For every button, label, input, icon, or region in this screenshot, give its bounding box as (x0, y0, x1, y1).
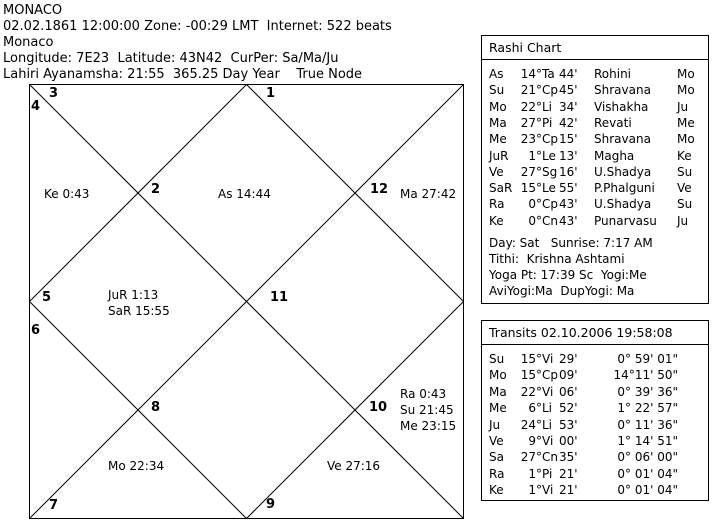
transit-speed: 1° 14' 51" (617, 434, 678, 448)
rashi-minute: 45' (559, 83, 578, 98)
transit-planet: Su (489, 352, 505, 366)
transit-sign: Pi (542, 466, 553, 481)
rashi-planet: Ma (489, 115, 507, 130)
rashi-planet: Mo (489, 99, 507, 114)
transit-speed: 0° 06' 00" (617, 450, 678, 465)
house-number-7: 7 (49, 498, 59, 513)
rashi-row (482, 165, 706, 180)
rashi-nakshatra-lord: Su (677, 164, 693, 179)
rashi-planet: Ke (489, 213, 504, 228)
transit-planet: Ma (489, 384, 507, 399)
transit-sign: Li (542, 417, 553, 432)
rashi-row (482, 83, 706, 98)
rashi-degree: 27° (520, 115, 542, 130)
transit-sign: Vi (542, 352, 554, 366)
rashi-minute: 15' (559, 132, 578, 147)
coordinates: Longitude: 7E23 Latitude: 43N42 CurPer: Sa/Ma/Ju (3, 51, 339, 66)
transit-degree: 1° (528, 483, 542, 498)
rashi-row (482, 116, 706, 131)
rashi-planet: As (489, 67, 504, 81)
transit-degree: 6° (528, 401, 542, 416)
rashi-row (482, 100, 706, 115)
tithi: Tithi: Krishna Ashtami (489, 252, 625, 266)
rashi-nakshatra-lord: Mo (677, 67, 695, 81)
rashi-degree: 14° (520, 67, 542, 81)
transit-degree: 15° (520, 352, 542, 366)
rashi-nakshatra: Shravana (594, 83, 651, 98)
rashi-nakshatra: Vishakha (594, 99, 649, 114)
rashi-minute: 43' (559, 213, 578, 228)
rashi-row (482, 214, 706, 229)
rashi-sign: Pi (542, 115, 553, 130)
house-number-5: 5 (42, 290, 52, 305)
transit-speed: 0° 01' 04" (617, 483, 678, 498)
transit-planet: Sa (489, 450, 504, 465)
rashi-degree: 23° (520, 132, 542, 147)
rashi-nakshatra: P.Phalguni (594, 181, 655, 196)
transit-minute: 00' (559, 434, 578, 448)
rashi-nakshatra: U.Shadya (594, 164, 652, 179)
house-number-10: 10 (369, 400, 388, 415)
house-9-planets: Ve 27:16 (327, 459, 381, 473)
transit-degree: 27° (520, 450, 542, 465)
rashi-degree: 21° (520, 83, 542, 98)
rashi-sign: Sg (542, 164, 558, 179)
transit-planet: Ke (489, 483, 504, 498)
yoga-point: Yoga Pt: 17:39 Sc Yogi:Me (489, 268, 647, 282)
house-number-9: 9 (266, 497, 276, 512)
rashi-minute: 13' (559, 148, 578, 163)
house-number-1: 1 (266, 86, 276, 101)
transit-row (482, 352, 706, 367)
house-12-planets: Ma 27:42 (400, 187, 457, 201)
ayanamsha: Lahiri Ayanamsha: 21:55 365.25 Day Year True Node (3, 67, 363, 82)
rashi-row (482, 132, 706, 147)
rashi-sign: Cn (542, 213, 558, 228)
transit-speed: 0° 39' 36" (617, 384, 678, 399)
transits-table-box (481, 344, 709, 501)
rashi-table-box (481, 59, 709, 304)
avayogi: AviYogi:Ma DupYogi: Ma (489, 284, 635, 298)
rashi-sign: Cp (542, 197, 558, 212)
transit-row (482, 368, 706, 383)
transits-title: Transits 02.10.2006 19:58:08 (489, 325, 673, 340)
rashi-row (482, 181, 706, 196)
rashi-sign: Li (542, 99, 553, 114)
rashi-degree: 15° (520, 181, 542, 196)
rashi-nakshatra: U.Shadya (594, 197, 652, 212)
transit-row (482, 467, 706, 482)
transit-planet: Ju (489, 417, 501, 432)
rashi-nakshatra-lord: Me (677, 115, 695, 130)
birth-datetime: 02.02.1861 12:00:00 Zone: -00:29 LMT Internet: 522 beats (3, 19, 392, 34)
transit-minute: 53' (559, 417, 578, 432)
house-number-12: 12 (370, 182, 389, 197)
rashi-nakshatra: Rohini (594, 67, 632, 81)
transit-minute: 21' (559, 466, 578, 481)
house-5-planets: JuR 1:13 SaR 15:55 (108, 288, 170, 318)
rashi-minute: 43' (559, 197, 578, 212)
rashi-planet: Su (489, 83, 505, 98)
rashi-sign: Ta (542, 67, 555, 81)
rashi-nakshatra-lord: Ve (677, 181, 692, 196)
transit-sign: Vi (542, 384, 554, 399)
rashi-nakshatra-lord: Mo (677, 132, 695, 147)
transit-planet: Me (489, 401, 507, 416)
rashi-planet: JuR (489, 148, 509, 163)
rashi-minute: 34' (559, 99, 578, 114)
chart-name: MONACO (3, 3, 63, 18)
transit-degree: 9° (528, 434, 542, 448)
rashi-title: Rashi Chart (489, 40, 562, 55)
house-number-2: 2 (151, 182, 161, 197)
transit-row (482, 385, 706, 400)
rashi-nakshatra: Shravana (594, 132, 651, 147)
rashi-sign: Le (542, 148, 556, 163)
rashi-nakshatra: Punarvasu (594, 213, 657, 228)
transit-minute: 21' (559, 483, 578, 498)
rashi-minute: 16' (559, 164, 578, 179)
transit-row (482, 450, 706, 465)
transit-degree: 22° (520, 384, 542, 399)
transits-title-box (481, 320, 709, 345)
rashi-row (482, 67, 706, 82)
house-7-planets: Mo 22:34 (108, 459, 165, 473)
house-number-4: 4 (31, 99, 41, 114)
transit-row (482, 418, 706, 433)
transit-degree: 24° (520, 417, 542, 432)
rashi-minute: 55' (559, 181, 578, 196)
transit-sign: Cn (542, 450, 558, 465)
birth-place: Monaco (3, 35, 54, 50)
rashi-sign: Le (542, 181, 556, 196)
rashi-nakshatra-lord: Ke (677, 148, 692, 163)
rashi-minute: 42' (559, 115, 578, 130)
transit-sign: Li (542, 401, 553, 416)
transit-planet: Ra (489, 466, 505, 481)
rashi-nakshatra-lord: Su (677, 197, 693, 212)
house-number-11: 11 (270, 290, 289, 305)
rashi-nakshatra-lord: Mo (677, 83, 695, 98)
rashi-row (482, 197, 706, 212)
rashi-degree: 27° (520, 164, 542, 179)
transit-minute: 29' (559, 352, 578, 366)
rashi-nakshatra-lord: Ju (677, 213, 689, 228)
transit-speed: 1° 22' 57" (617, 401, 678, 416)
transit-planet: Ve (489, 434, 504, 448)
house-number-3: 3 (49, 86, 59, 101)
rashi-planet: Me (489, 132, 507, 147)
rashi-nakshatra-lord: Ju (677, 99, 689, 114)
transit-sign: Vi (542, 483, 554, 498)
transit-minute: 52' (559, 401, 578, 416)
transit-minute: 06' (559, 384, 578, 399)
transit-speed: 14°11' 50" (613, 368, 678, 383)
house-3-planets: Ke 0:43 (44, 187, 90, 201)
day-sunrise: Day: Sat Sunrise: 7:17 AM (489, 236, 653, 250)
transit-degree: 15° (520, 368, 542, 383)
rashi-planet: Ra (489, 197, 505, 212)
rashi-degree: 0° (528, 197, 542, 212)
rashi-degree: 1° (528, 148, 542, 163)
transit-degree: 1° (528, 466, 542, 481)
transit-speed: 0° 01' 04" (617, 466, 678, 481)
house-number-8: 8 (151, 400, 161, 415)
rashi-planet: SaR (489, 181, 513, 196)
house-10-planets: Ra 0:43 Su 21:45 Me 23:15 (400, 387, 457, 433)
transit-planet: Mo (489, 368, 507, 383)
transit-minute: 35' (559, 450, 578, 465)
house-number-6: 6 (31, 323, 41, 338)
transit-row (482, 483, 706, 498)
rashi-row (482, 149, 706, 164)
rashi-minute: 44' (559, 67, 578, 81)
rashi-planet: Ve (489, 164, 504, 179)
transit-row (482, 434, 706, 449)
rashi-title-box (481, 35, 709, 60)
transit-minute: 09' (559, 368, 578, 383)
rashi-sign: Cp (542, 83, 558, 98)
rashi-degree: 22° (520, 99, 542, 114)
house-1-planets: As 14:44 (218, 187, 271, 201)
transit-sign: Cp (542, 368, 558, 383)
transit-sign: Vi (542, 434, 554, 448)
rashi-sign: Cp (542, 132, 558, 147)
rashi-degree: 0° (528, 213, 542, 228)
transit-row (482, 401, 706, 416)
rashi-nakshatra: Revati (594, 115, 632, 130)
transit-speed: 0° 59' 01" (617, 352, 678, 366)
transit-speed: 0° 11' 36" (617, 417, 678, 432)
rashi-nakshatra: Magha (594, 148, 635, 163)
